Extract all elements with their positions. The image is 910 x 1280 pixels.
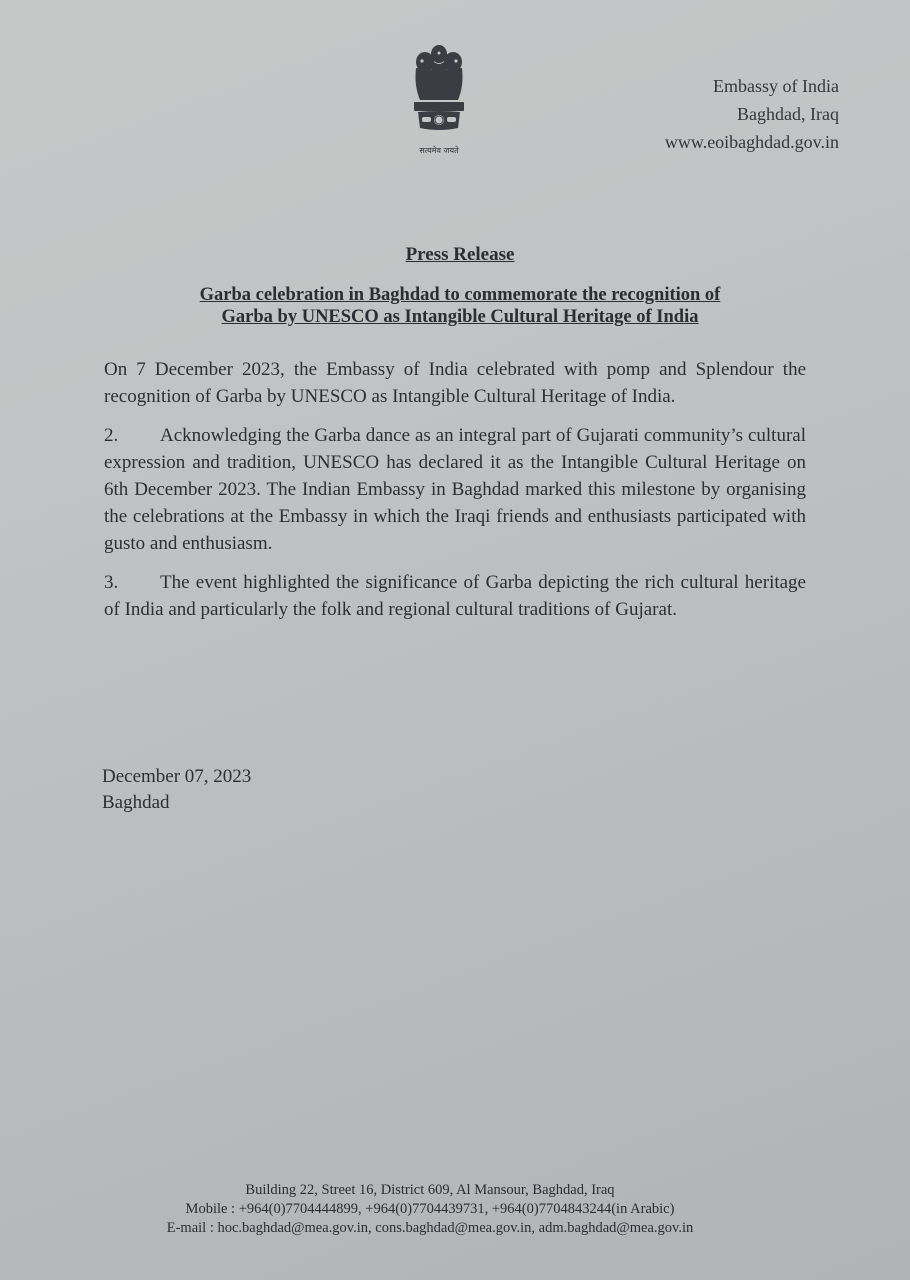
paragraph-2 — [104, 422, 806, 557]
press-release-body — [104, 356, 806, 635]
release-place: Baghdad — [102, 792, 170, 813]
paragraph-3-number: 3. — [104, 572, 119, 593]
footer-address: Building 22, Street 16, District 609, Al Mansour, Baghdad, Iraq — [245, 1182, 615, 1198]
ashoka-emblem-icon — [402, 42, 476, 160]
paragraph-3 — [104, 569, 806, 623]
paragraph-1-text: On 7 December 2023, the Embassy of India celebrated with pomp and Splendour the recognition of Garba by UNESCO as Intangible Cultural Heritage of India. — [104, 359, 806, 407]
letterhead-footer — [0, 1181, 860, 1238]
paragraph-1 — [104, 356, 806, 410]
embassy-website: www.eoibaghdad.gov.in — [664, 132, 839, 152]
press-release-headline — [140, 284, 780, 328]
embassy-city: Baghdad, Iraq — [737, 104, 839, 124]
headline-line-2: Garba by UNESCO as Intangible Cultural Heritage of India — [221, 307, 699, 327]
headline-line-1: Garba celebration in Baghdad to commemorate the recognition of — [199, 285, 721, 305]
paragraph-2-text: Acknowledging the Garba dance as an integral part of Gujarati community’s cultural expression and tradition, UNESCO has declared it as the Intangible Cultural Heritage on 6th December 2023. The Indian Embassy in Baghdad marked this milestone by organising the celebrations at the Embassy in which the Iraqi friends and enthusiasts participated with gusto and enthusiasm. — [104, 425, 806, 554]
paragraph-3-text: The event highlighted the significance of Garba depicting the rich cultural heritage of India and particularly the folk and regional cultural traditions of Gujarat. — [104, 572, 806, 620]
emblem-motto: सत्यमेव जयते — [419, 146, 459, 155]
date-place-block — [102, 764, 251, 816]
embassy-name: Embassy of India — [713, 76, 839, 96]
release-date: December 07, 2023 — [102, 766, 252, 787]
paragraph-2-number: 2. — [104, 425, 119, 446]
footer-mobile: Mobile : +964(0)7704444899, +964(0)7704439731, +964(0)7704843244(in Arabic) — [185, 1201, 675, 1217]
emblem-graphic — [408, 42, 470, 142]
document-type-title: Press Release — [405, 244, 515, 265]
embassy-address-block — [665, 72, 839, 156]
footer-email: E-mail : hoc.baghdad@mea.gov.in, cons.baghdad@mea.gov.in, adm.baghdad@mea.gov.in — [166, 1220, 694, 1236]
